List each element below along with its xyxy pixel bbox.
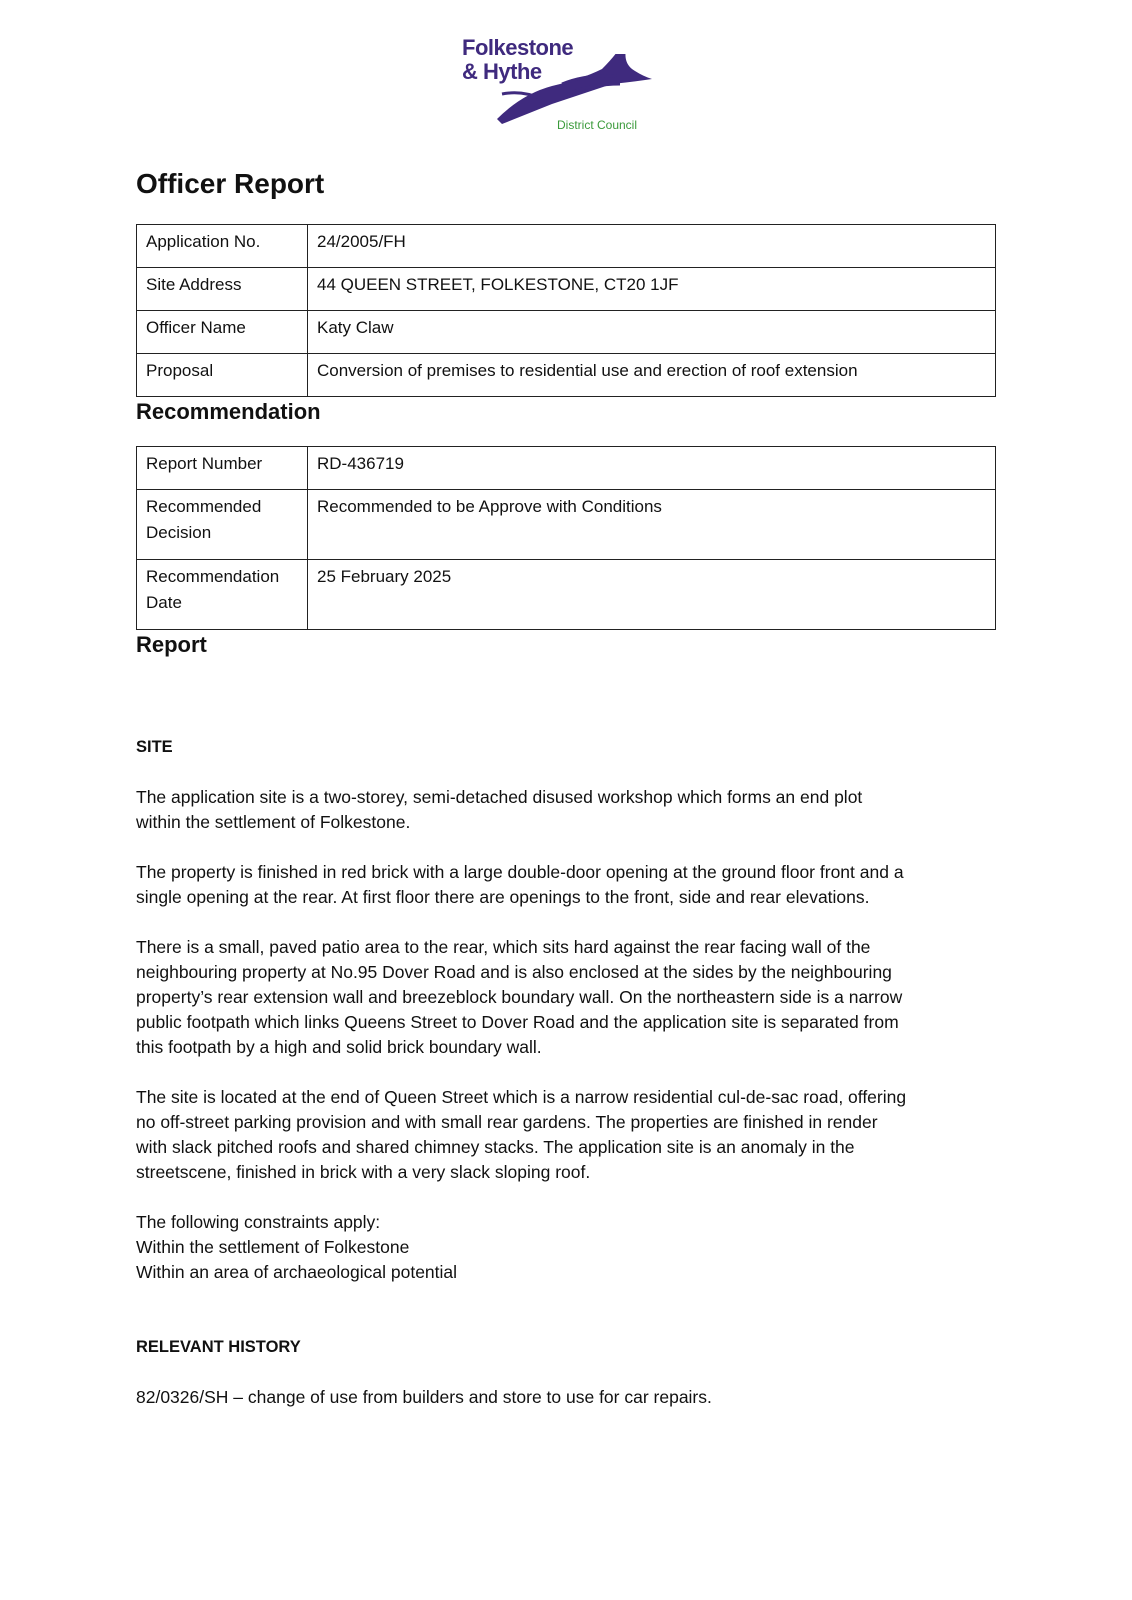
- text-line: The following constraints apply:: [136, 1212, 381, 1232]
- text-line: with slack pitched roofs and shared chimney stacks. The application site is an anomaly in the: [136, 1137, 855, 1157]
- row-value: RD-436719: [308, 447, 996, 490]
- text-line: Within an area of archaeological potential: [136, 1262, 458, 1282]
- paragraph: [136, 785, 996, 835]
- row-label: Officer Name: [137, 311, 308, 354]
- row-label: [137, 490, 308, 560]
- table-row: [137, 354, 996, 397]
- recommendation-table: [136, 446, 996, 630]
- label-line: Recommendation: [146, 567, 280, 586]
- text-line: The application site is a two-storey, semi-detached disused workshop which forms an end plot: [136, 787, 863, 807]
- table-row: [137, 490, 996, 560]
- row-value: Katy Claw: [308, 311, 996, 354]
- table-row: [137, 225, 996, 268]
- text-line: public footpath which links Queens Street to Dover Road and the application site is separated from: [136, 1012, 899, 1032]
- paragraph: [136, 1385, 996, 1410]
- logo-line-1: Folkestone: [462, 35, 574, 60]
- label-line: Date: [146, 593, 182, 612]
- recommendation-heading: Recommendation: [136, 399, 321, 424]
- paragraph: [136, 860, 996, 910]
- table-row: [137, 560, 996, 630]
- row-value: 25 February 2025: [308, 560, 996, 630]
- paragraph: [136, 935, 996, 1060]
- application-table: [136, 224, 996, 397]
- row-value: 44 QUEEN STREET, FOLKESTONE, CT20 1JF: [308, 268, 996, 311]
- paragraph: [136, 1085, 996, 1185]
- row-value: Conversion of premises to residential use and erection of roof extension: [308, 354, 996, 397]
- text-line: this footpath by a high and solid brick boundary wall.: [136, 1037, 542, 1057]
- row-label: Report Number: [137, 447, 308, 490]
- table-row: [137, 268, 996, 311]
- text-line: There is a small, paved patio area to the rear, which sits hard against the rear facing wall of the: [136, 937, 871, 957]
- page-title: Officer Report: [136, 168, 325, 199]
- table-row: [137, 447, 996, 490]
- row-label: [137, 560, 308, 630]
- text-line: The property is finished in red brick with a large double-door opening at the ground floor front and a: [136, 862, 904, 882]
- text-line: streetscene, finished in brick with a very slack sloping roof.: [136, 1162, 591, 1182]
- site-heading: SITE: [136, 738, 173, 756]
- row-label: Proposal: [137, 354, 308, 397]
- history-heading: RELEVANT HISTORY: [136, 1338, 301, 1356]
- text-line: single opening at the rear. At first floor there are openings to the front, side and rear elevations.: [136, 887, 870, 907]
- text-line: The site is located at the end of Queen Street which is a narrow residential cul-de-sac road, offering: [136, 1087, 907, 1107]
- row-value: Recommended to be Approve with Conditions: [308, 490, 996, 560]
- text-line: no off-street parking provision and with small rear gardens. The properties are finished in render: [136, 1112, 878, 1132]
- text-line: Within the settlement of Folkestone: [136, 1237, 410, 1257]
- report-body: [136, 735, 996, 1435]
- report-heading: Report: [136, 632, 207, 657]
- text-line: property’s rear extension wall and breezeblock boundary wall. On the northeastern side is a narrow: [136, 987, 903, 1007]
- table-row: [137, 311, 996, 354]
- row-label: Application No.: [137, 225, 308, 268]
- logo-line-2: & Hythe: [462, 59, 542, 84]
- council-logo: [462, 36, 662, 136]
- text-line: 82/0326/SH – change of use from builders and store to use for car repairs.: [136, 1387, 712, 1407]
- paragraph: [136, 1210, 996, 1285]
- row-label: Site Address: [137, 268, 308, 311]
- label-line: Recommended: [146, 497, 262, 516]
- text-line: neighbouring property at No.95 Dover Road and is also enclosed at the sides by the neighbouring: [136, 962, 892, 982]
- text-line: within the settlement of Folkestone.: [136, 812, 411, 832]
- logo-subtitle: District Council: [557, 118, 638, 132]
- row-value: 24/2005/FH: [308, 225, 996, 268]
- label-line: Decision: [146, 523, 212, 542]
